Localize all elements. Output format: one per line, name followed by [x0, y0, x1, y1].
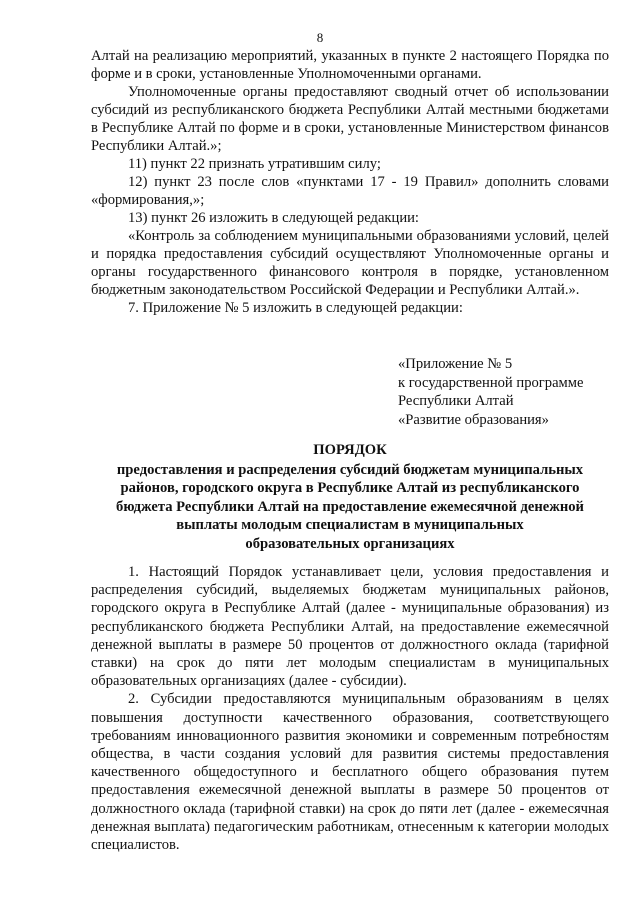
paragraph: 2. Субсидии предоставляются муниципальным образованиям в целях повышения доступности качественного образования, соответствующего требованиям инновационного развития экономики и современным потребностям общества, в части создания условий для развития системы предоставления качественного общедоступного и бесплатного общего образования путем предоставления ежемесячной денежной выплаты в размере 50 процентов от должностного оклада (тарифной ставки) на срок до пяти лет (далее - ежемесячная денежная выплата) педагогическим работникам, отнесенным к категории молодых специалистов.: [91, 691, 609, 854]
paragraph: 11) пункт 22 признать утратившим силу;: [128, 156, 381, 172]
title-line: образовательных организациях: [245, 535, 455, 552]
paragraph: 1. Настоящий Порядок устанавливает цели, условия предоставления и распределения субсидий, выделяемых бюджетам муниципальных районов, городского округа в Республике Алтай (далее - муниципальные образования) из республиканского бюджета Республики Алтай, на предоставление ежемесячной денежной выплаты в размере 50 процентов от должностного оклада (тарифной ставки) на срок до пяти лет молодым специалистам в муниципальных образовательных организациях (далее - субсидии).: [91, 564, 609, 690]
procedure-text: [91, 563, 609, 854]
title-line: предоставления и распределения субсидий бюджетам муниципальных: [116, 461, 584, 478]
paragraph: 12) пункт 23 после слов «пунктами 17 - 19 Правил» дополнить словами «формирования,»;: [91, 174, 609, 208]
document-title: [91, 441, 609, 553]
title-line: бюджета Республики Алтай на предоставление ежемесячной денежной: [116, 498, 584, 515]
title-main: ПОРЯДОК: [313, 442, 387, 458]
amendment-text: [91, 47, 609, 317]
paragraph: Алтай на реализацию мероприятий, указанных в пункте 2 настоящего Порядка по форме и в сроки, установленные Уполномоченными органами.: [91, 48, 609, 82]
appendix-line: «Развитие образования»: [398, 411, 549, 428]
paragraph: 13) пункт 26 изложить в следующей редакции:: [128, 210, 419, 226]
paragraph: Уполномоченные органы предоставляют сводный отчет об использовании субсидий из республиканского бюджета Республики Алтай местными бюджетами в Республике Алтай по форме и в сроки, установленные Министерством финансов Республики Алтай.»;: [91, 84, 609, 154]
title-line: районов, городского округа в Республике Алтай из республиканского: [120, 480, 580, 496]
appendix-line: «Приложение № 5: [398, 356, 513, 372]
paragraph: 7. Приложение № 5 изложить в следующей редакции:: [128, 300, 463, 316]
appendix-header: [398, 355, 618, 429]
appendix-line: к государственной программе: [398, 374, 584, 391]
appendix-line: Республики Алтай: [398, 393, 514, 409]
page-number: 8: [316, 30, 324, 45]
title-line: выплаты молодым специалистам в муниципальных: [176, 517, 524, 533]
paragraph: «Контроль за соблюдением муниципальными образованиями условий, целей и порядка предоставления субсидий осуществляют Уполномоченные органы и органы государственного финансового контроля в порядке, установленном бюджетным законодательством Российской Федерации и Республики Алтай.».: [91, 228, 609, 298]
